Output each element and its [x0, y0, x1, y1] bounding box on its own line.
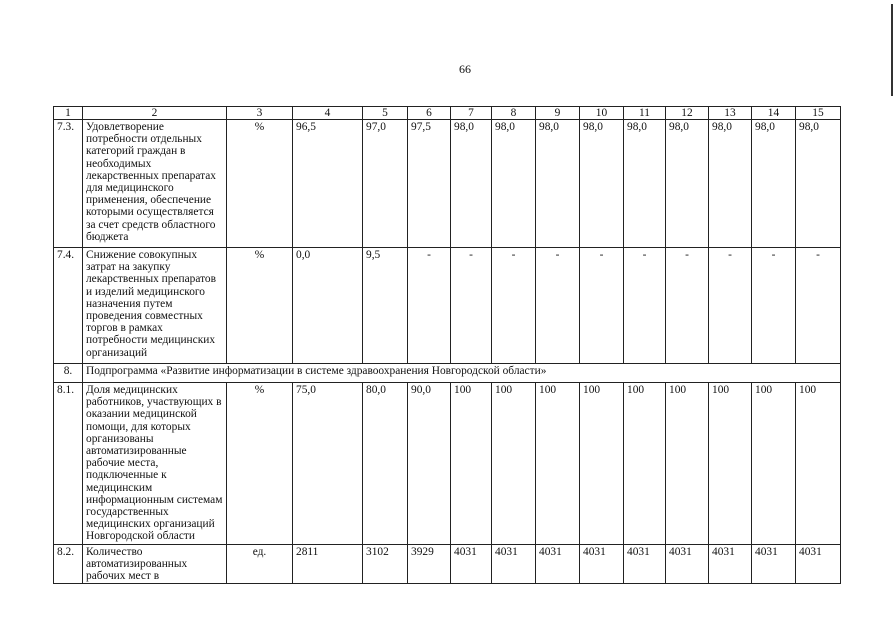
header-cell: 6	[408, 107, 451, 120]
value-cell: 100	[492, 383, 536, 545]
value-cell: -	[666, 248, 709, 364]
indicator-text: Удовлетворение потребности отдельных категорий граждан в необходимых лекарственных препаратах для медицинского применения, обеспечение которыми осуществляется за счет средств областного бюджета	[83, 120, 227, 248]
value-cell: 98,0	[492, 120, 536, 248]
value-cell: 4031	[492, 544, 536, 584]
page-edge-line	[891, 4, 893, 96]
table-row-8-2	[54, 544, 841, 584]
value-cell: 96,5	[293, 120, 363, 248]
value-cell: 4031	[666, 544, 709, 584]
value-cell: -	[752, 248, 796, 364]
unit-cell: %	[227, 248, 293, 364]
value-cell: 98,0	[666, 120, 709, 248]
header-row	[54, 107, 841, 120]
unit-cell: %	[227, 120, 293, 248]
header-cell: 13	[709, 107, 752, 120]
header-cell: 12	[666, 107, 709, 120]
unit-cell: %	[227, 383, 293, 545]
row-number: 8.2.	[54, 544, 83, 584]
value-cell: 98,0	[536, 120, 580, 248]
header-cell: 10	[580, 107, 624, 120]
value-cell: 98,0	[451, 120, 492, 248]
header-cell: 8	[492, 107, 536, 120]
value-cell: 90,0	[408, 383, 451, 545]
value-cell: 98,0	[752, 120, 796, 248]
row-number: 8.1.	[54, 383, 83, 545]
table-row-7-3	[54, 120, 841, 248]
header-cell: 15	[796, 107, 841, 120]
value-cell: 98,0	[580, 120, 624, 248]
subprogram-title: Подпрограмма «Развитие информатизации в системе здравоохранения Новгородской области»	[83, 364, 841, 383]
value-cell: -	[451, 248, 492, 364]
header-cell: 11	[624, 107, 666, 120]
unit-cell: ед.	[227, 544, 293, 584]
value-cell: -	[492, 248, 536, 364]
table-row-8	[54, 364, 841, 383]
indicator-text: Количество автоматизированных рабочих мест в	[83, 544, 227, 584]
value-cell: -	[709, 248, 752, 364]
value-cell: 4031	[709, 544, 752, 584]
value-cell: 4031	[536, 544, 580, 584]
value-cell: -	[796, 248, 841, 364]
value-cell: -	[624, 248, 666, 364]
value-cell: 100	[536, 383, 580, 545]
value-cell: 97,0	[363, 120, 408, 248]
value-cell: 2811	[293, 544, 363, 584]
value-cell: 4031	[624, 544, 666, 584]
table-row-8-1	[54, 383, 841, 545]
value-cell: 4031	[752, 544, 796, 584]
header-cell: 1	[54, 107, 83, 120]
value-cell: 9,5	[363, 248, 408, 364]
value-cell: 98,0	[709, 120, 752, 248]
value-cell: 4031	[451, 544, 492, 584]
value-cell: 98,0	[624, 120, 666, 248]
indicator-text: Доля медицинских работников, участвующих в оказании медицинской помощи, для которых организованы автоматизированные рабочие места, подключенные к медицинским информационным системам государственных медицинских организаций Новгородской области	[83, 383, 227, 545]
value-cell: 4031	[796, 544, 841, 584]
header-cell: 9	[536, 107, 580, 120]
header-cell: 2	[83, 107, 227, 120]
value-cell: -	[408, 248, 451, 364]
header-cell: 4	[293, 107, 363, 120]
page-number: 66	[459, 62, 471, 76]
header-cell: 14	[752, 107, 796, 120]
value-cell: 100	[752, 383, 796, 545]
indicator-text: Снижение совокупных затрат на закупку лекарственных препаратов и изделий медицинского назначения путем проведения совместных торгов в рамках потребности медицинских организаций	[83, 248, 227, 364]
value-cell: 100	[580, 383, 624, 545]
value-cell: 98,0	[796, 120, 841, 248]
row-number: 8.	[54, 364, 83, 383]
value-cell: 100	[666, 383, 709, 545]
row-number: 7.4.	[54, 248, 83, 364]
header-cell: 5	[363, 107, 408, 120]
value-cell: 97,5	[408, 120, 451, 248]
value-cell: 3929	[408, 544, 451, 584]
row-number: 7.3.	[54, 120, 83, 248]
value-cell: 100	[624, 383, 666, 545]
value-cell: 0,0	[293, 248, 363, 364]
value-cell: 80,0	[363, 383, 408, 545]
indicators-table	[53, 106, 841, 584]
value-cell: 100	[451, 383, 492, 545]
value-cell: 75,0	[293, 383, 363, 545]
header-cell: 7	[451, 107, 492, 120]
table-row-7-4	[54, 248, 841, 364]
value-cell: -	[536, 248, 580, 364]
value-cell: 100	[796, 383, 841, 545]
value-cell: 100	[709, 383, 752, 545]
value-cell: 3102	[363, 544, 408, 584]
header-cell: 3	[227, 107, 293, 120]
value-cell: -	[580, 248, 624, 364]
value-cell: 4031	[580, 544, 624, 584]
